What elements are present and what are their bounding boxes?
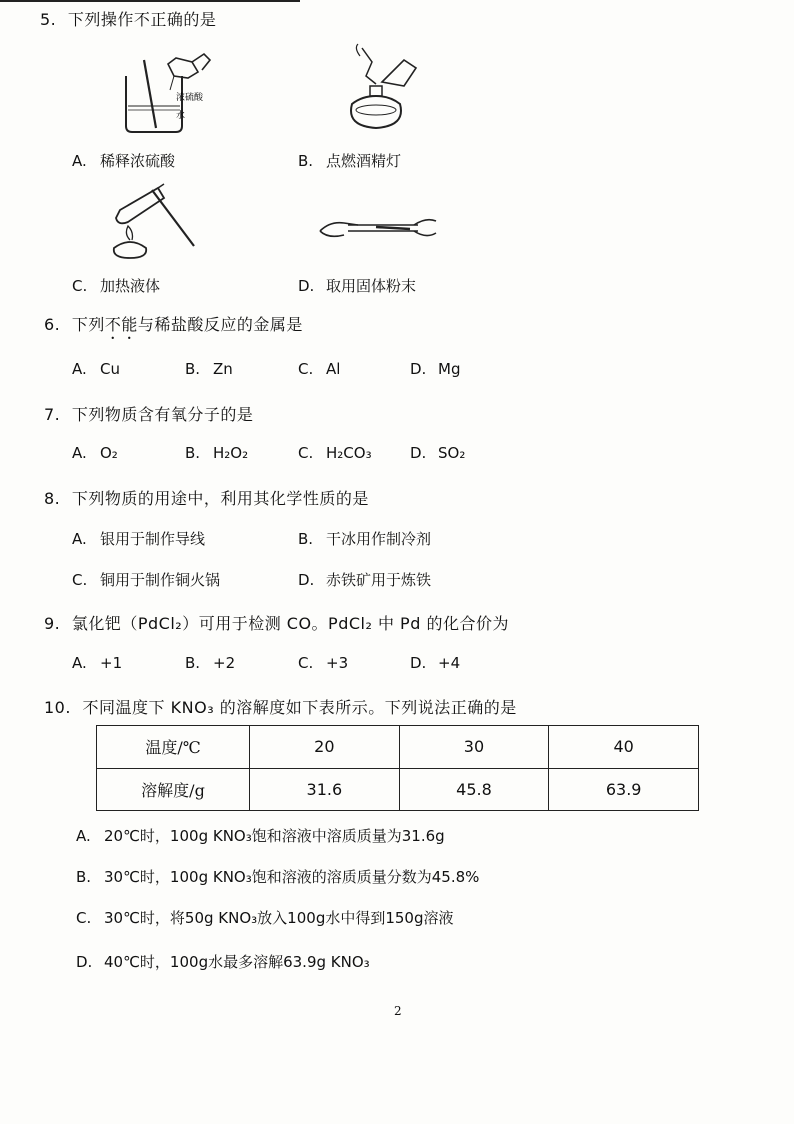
q7-number: 7. — [44, 405, 61, 424]
q7-option-b[interactable]: B. H₂O₂ — [185, 444, 249, 462]
q8-stem: 8. 下列物质的用途中，利用其化学性质的是 — [44, 489, 369, 508]
q10-option-b[interactable]: B. 30℃时，100g KNO₃饱和溶液的溶质质量分数为45.8% — [76, 868, 480, 886]
table-cell: 30 — [399, 726, 549, 769]
q8-option-d[interactable]: D. 赤铁矿用于炼铁 — [298, 571, 432, 589]
q10-number: 10. — [44, 698, 71, 717]
alcohol-lamp-figure — [332, 42, 422, 132]
heating-liquid-figure — [100, 180, 200, 260]
q6-option-c[interactable]: C. Al — [298, 360, 341, 378]
q8-option-a[interactable]: A. 银用于制作导线 — [72, 530, 206, 548]
solubility-table — [96, 725, 699, 811]
page-number: 2 — [394, 1004, 402, 1018]
q6-option-a[interactable]: A. Cu — [72, 360, 120, 378]
dilute-acid-figure — [118, 46, 228, 136]
q6-option-d[interactable]: D. Mg — [410, 360, 461, 378]
q8-option-b[interactable]: B. 干冰用作制冷剂 — [298, 530, 432, 548]
q6-stem: 6. 下列不能与稀盐酸反应的金属是 — [44, 315, 303, 334]
q10-stem: 10. 不同温度下 KNO₃ 的溶解度如下表所示。下列说法正确的是 — [44, 698, 517, 717]
q7-option-c[interactable]: C. H₂CO₃ — [298, 444, 372, 462]
q5-stem — [40, 7, 216, 30]
q5-option-a[interactable]: A. 稀释浓硫酸 — [72, 152, 176, 170]
table-row-label: 温度/℃ — [97, 726, 250, 769]
q7-option-a[interactable]: A. O₂ — [72, 444, 118, 462]
top-rule — [0, 0, 300, 2]
q6-option-b[interactable]: B. Zn — [185, 360, 233, 378]
table-cell: 63.9 — [549, 768, 699, 811]
q8-number: 8. — [44, 489, 61, 508]
q6-emphasis: 不能 — [104, 315, 138, 334]
water-label: 水 — [176, 111, 186, 121]
table-row — [97, 726, 699, 769]
solid-powder-figure — [318, 205, 438, 245]
q10-option-c[interactable]: C. 30℃时，将50g KNO₃放入100g水中得到150g溶液 — [76, 909, 454, 927]
q9-number: 9. — [44, 614, 61, 633]
q9-option-b[interactable]: B. +2 — [185, 654, 236, 672]
q9-stem: 9. 氯化钯（PdCl₂）可用于检测 CO。PdCl₂ 中 Pd 的化合价为 — [44, 614, 509, 633]
q7-stem: 7. 下列物质含有氧分子的是 — [44, 405, 254, 424]
table-cell: 40 — [549, 726, 699, 769]
table-cell: 31.6 — [250, 768, 400, 811]
q6-number: 6. — [44, 315, 61, 334]
q9-option-d[interactable]: D. +4 — [410, 654, 461, 672]
q5-option-d[interactable]: D. 取用固体粉末 — [298, 277, 417, 295]
q5-option-c[interactable]: C. 加热液体 — [72, 277, 161, 295]
q8-option-c[interactable]: C. 铜用于制作铜火锅 — [72, 571, 221, 589]
table-row-label: 溶解度/g — [97, 768, 250, 811]
q5-number: 5. — [40, 10, 57, 29]
table-cell: 45.8 — [399, 768, 549, 811]
q7-option-d[interactable]: D. SO₂ — [410, 444, 466, 462]
q9-option-a[interactable]: A. +1 — [72, 654, 123, 672]
q5-stem-text: 下列操作不正确的是 — [67, 10, 217, 29]
table-cell: 20 — [250, 726, 400, 769]
table-row — [97, 768, 699, 811]
q10-option-a[interactable]: A. 20℃时，100g KNO₃饱和溶液中溶质质量为31.6g — [76, 827, 445, 845]
q10-option-d[interactable]: D. 40℃时，100g水最多溶解63.9g KNO₃ — [76, 953, 370, 971]
q9-option-c[interactable]: C. +3 — [298, 654, 349, 672]
q5-option-b[interactable]: B. 点燃酒精灯 — [298, 152, 402, 170]
acid-label: 浓硫酸 — [176, 93, 204, 103]
